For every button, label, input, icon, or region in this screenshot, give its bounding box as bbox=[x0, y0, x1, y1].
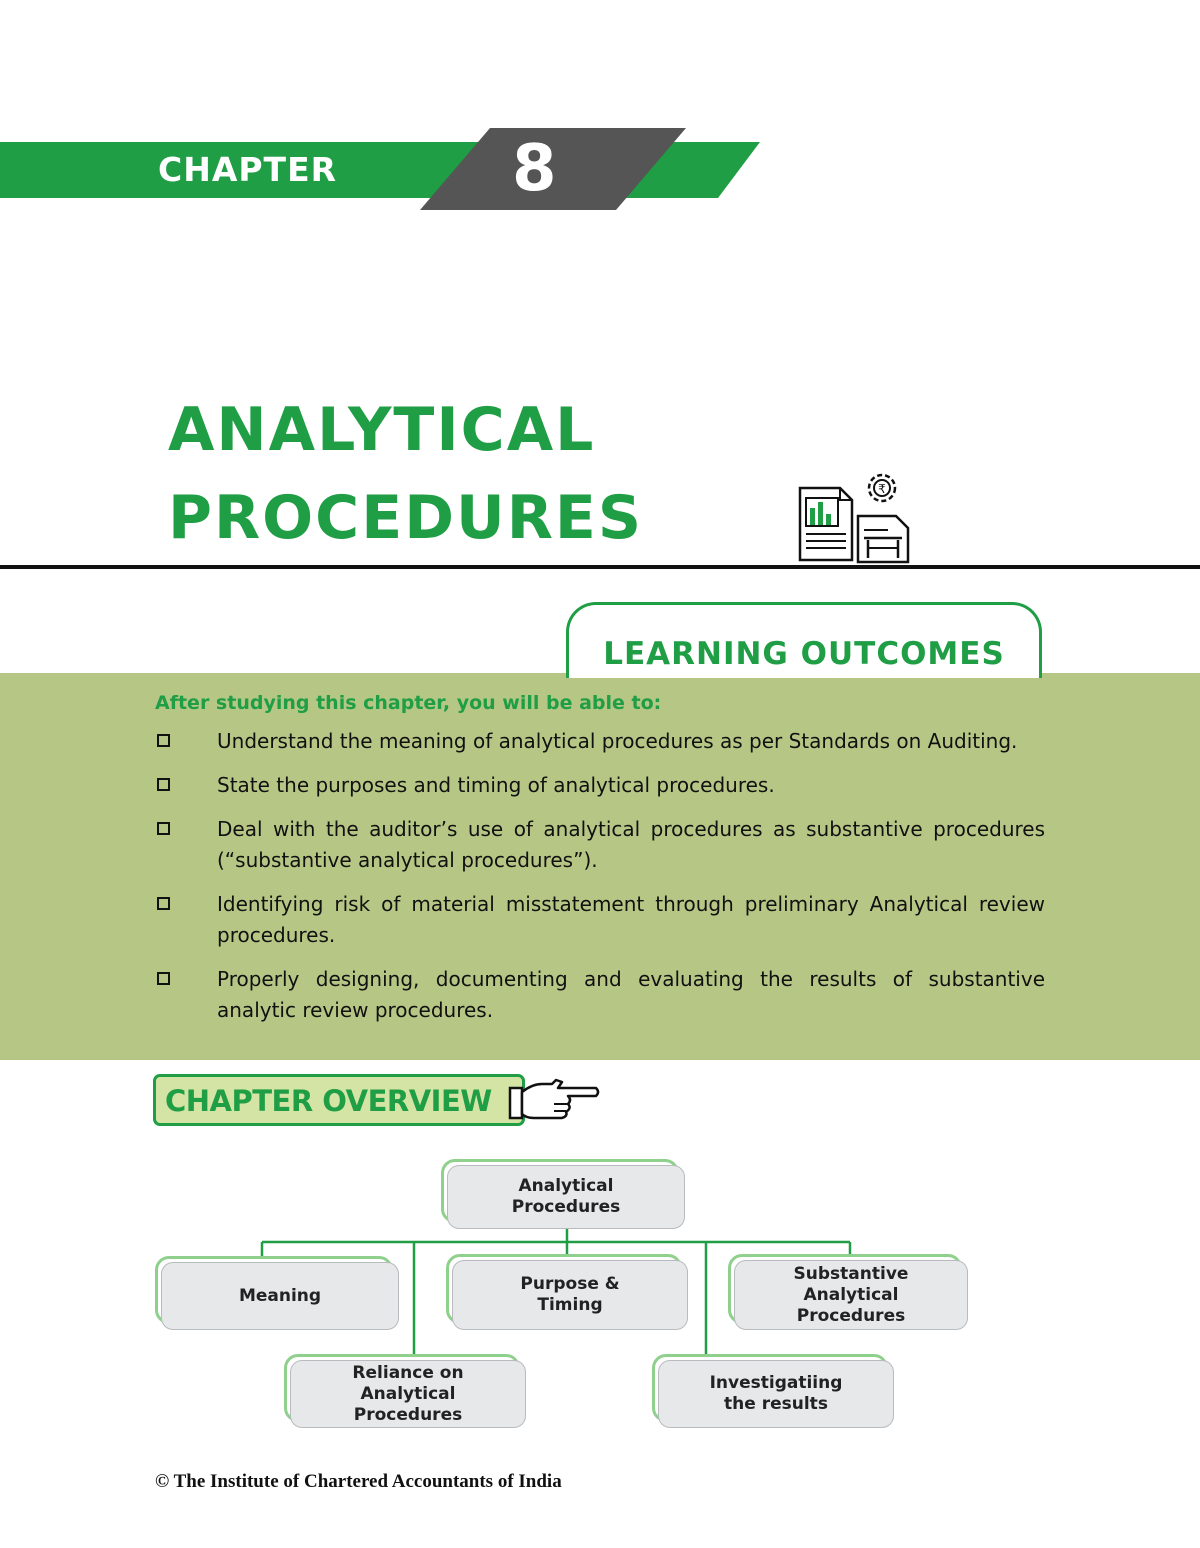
chapter-number: 8 bbox=[512, 132, 557, 206]
chapter-overview-label: CHAPTER OVERVIEW bbox=[165, 1084, 492, 1118]
outcome-text: Understand the meaning of analytical procedures as per Standards on Auditing. bbox=[217, 729, 1018, 753]
learning-outcomes-heading: LEARNING OUTCOMES bbox=[603, 636, 1005, 672]
node-purpose-timing bbox=[446, 1254, 688, 1330]
chapter-title-line-1: ANALYTICAL bbox=[168, 395, 596, 465]
node-investigating-the-results bbox=[652, 1354, 894, 1428]
outcome-text: Deal with the auditor’s use of analytical procedures as substantive procedures (“substantive analytical procedures”). bbox=[217, 817, 1045, 872]
node-substantive-analytical-procedures bbox=[728, 1254, 968, 1330]
node-label: Substantive Analytical Procedures bbox=[734, 1260, 968, 1330]
node-label: Analytical Procedures bbox=[447, 1165, 685, 1229]
copyright-footer: © The Institute of Chartered Accountants of India bbox=[155, 1471, 562, 1492]
svg-text:₹: ₹ bbox=[878, 482, 886, 496]
outcome-text: Identifying risk of material misstatement through preliminary Analytical review procedures. bbox=[217, 892, 1045, 947]
node-label: Reliance on Analytical Procedures bbox=[290, 1360, 526, 1428]
node-meaning bbox=[155, 1256, 399, 1330]
node-reliance-on-analytical-procedures bbox=[284, 1354, 526, 1428]
node-label: Investigatiing the results bbox=[658, 1360, 894, 1428]
node-analytical-procedures bbox=[441, 1159, 685, 1229]
outcome-text: Properly designing, documenting and evaluating the results of substantive analytic review procedures. bbox=[217, 967, 1045, 1022]
chapter-label: CHAPTER bbox=[158, 150, 338, 189]
learning-outcomes-intro: After studying this chapter, you will be able to: bbox=[155, 692, 662, 714]
chapter-title-line-2: PROCEDURES bbox=[168, 483, 644, 553]
node-label: Purpose & Timing bbox=[452, 1260, 688, 1330]
outcome-text: State the purposes and timing of analytical procedures. bbox=[217, 773, 775, 797]
node-label: Meaning bbox=[161, 1262, 399, 1330]
